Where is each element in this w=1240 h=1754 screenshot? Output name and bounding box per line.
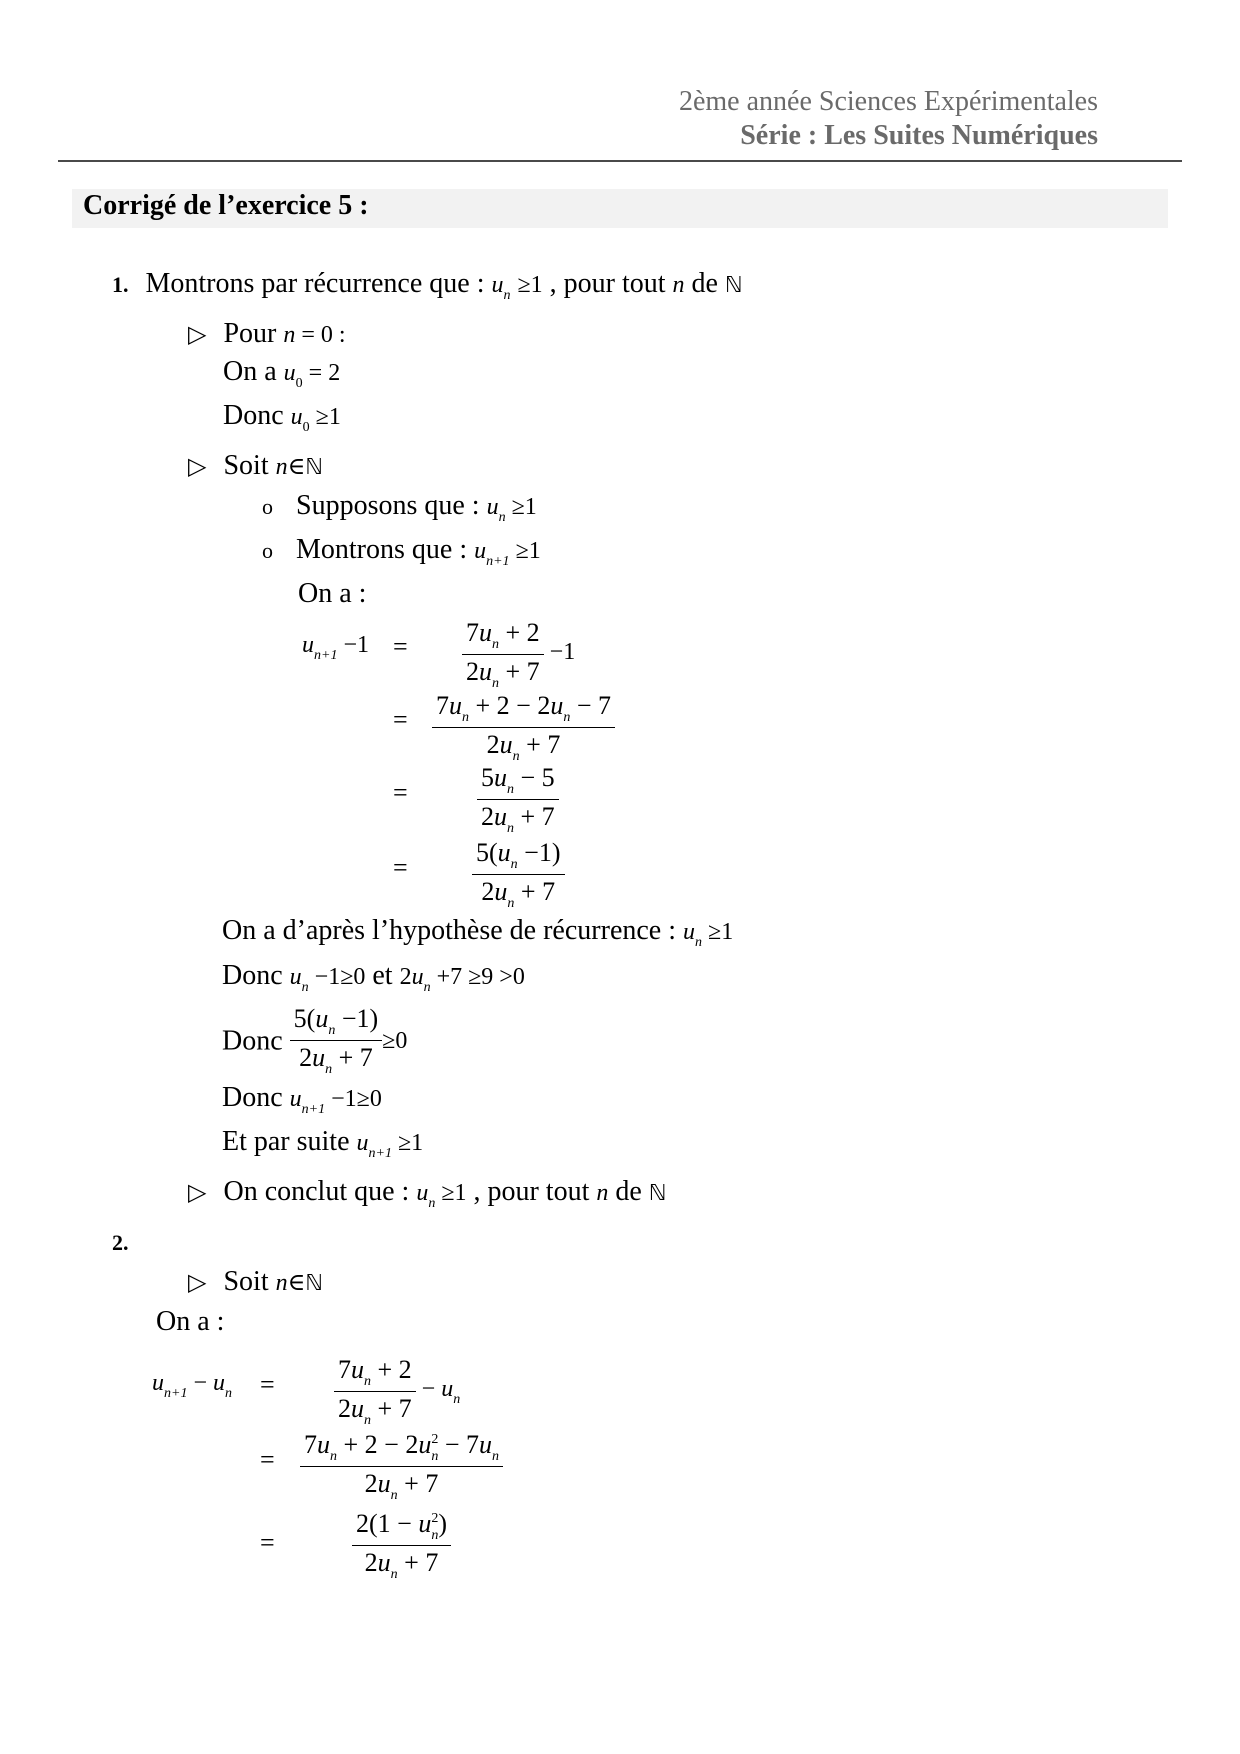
reasoning-result: Et par suite $u_{n+1} \ge 1$: [222, 1126, 424, 1161]
naturals-symbol: ℕ: [648, 1181, 667, 1206]
derivation2-eq-2: =: [260, 1445, 275, 1474]
part1-statement-tail1: , pour tout: [549, 268, 666, 299]
naturals-symbol: ℕ: [724, 273, 743, 298]
reasoning-fraction-sign: Donc $\frac{5(u_n -1)}{2u_n + 7}$ ≥0: [222, 1004, 408, 1077]
derivation2-rhs-3: $\frac{2(1 - u_n^2)}{2u_n + 7}$: [352, 1508, 451, 1585]
induction-intro: ▷ Soit n∈ℕ: [188, 450, 323, 481]
triangle-bullet-icon: ▷: [188, 1270, 207, 1296]
part1-conclusion: ▷ On conclut que : $u_n \ge 1$ , pour tout n de ℕ: [188, 1176, 667, 1211]
derivation1-eq-3: =: [393, 778, 408, 807]
induction-on-a: On a :: [298, 578, 367, 609]
base-case-math: n = 0 :: [283, 322, 346, 348]
derivation1-rhs-1: $\frac{7u_n + 2}{2u_n + 7}$ −1: [462, 617, 575, 694]
part2-intro: ▷ Soit n∈ℕ: [188, 1266, 323, 1297]
part1-number: 1.: [112, 272, 129, 297]
derivation2-rhs-2: $\frac{7u_n + 2 - 2u_n^2 - 7u_n}{2u_n + 7}$: [300, 1429, 503, 1506]
derivation2-eq-3: =: [260, 1528, 275, 1557]
header-level: 2ème année Sciences Expérimentales: [678, 86, 1098, 117]
derivation2-rhs-1: $\frac{7u_n + 2}{2u_n + 7}$ − un: [334, 1354, 460, 1431]
part1-statement-math: $u_n \ge 1$: [491, 272, 543, 303]
circle-bullet-icon: o: [262, 538, 273, 563]
header-series: Série : Les Suites Numériques: [740, 120, 1098, 151]
section-title: Corrigé de l’exercice 5 :: [83, 190, 369, 221]
header-divider: [58, 160, 1182, 162]
induction-hypothesis: o Supposons que : $u_n \ge 1$: [262, 490, 537, 525]
derivation1-eq-2: =: [393, 705, 408, 734]
base-case-label: Pour: [223, 318, 277, 349]
base-case-u0-value: On a $u_0 = 2$: [223, 356, 341, 391]
base-case-u0-geq: Donc $u_0 \ge 1$: [223, 400, 341, 435]
circle-bullet-icon: o: [262, 494, 273, 519]
part1-statement: Montrons par récurrence que :: [145, 268, 485, 299]
derivation2-lhs: un+1 − un: [152, 1370, 232, 1401]
derivation1-lhs: un+1 −1: [302, 632, 369, 663]
derivation1-eq-4: =: [393, 853, 408, 882]
part2-on-a: On a :: [156, 1306, 225, 1337]
base-case-line: [188, 318, 346, 350]
reasoning-hypothesis: On a d’après l’hypothèse de récurrence : $u_n \ge 1$: [222, 915, 734, 950]
derivation1-rhs-3: $\frac{5u_n - 5}{2u_n + 7}$: [477, 762, 559, 839]
triangle-bullet-icon: ▷: [188, 322, 207, 348]
induction-goal: o Montrons que : $u_{n+1} \ge 1$: [262, 534, 541, 569]
part2-number: 2.: [112, 1230, 129, 1255]
part1-statement-tail2: de: [691, 268, 718, 299]
part1-statement-line: [112, 268, 743, 303]
triangle-bullet-icon: ▷: [188, 1180, 207, 1206]
reasoning-signs: Donc $u_n -1\ge 0$ et $2u_n +7 \ge 9 >0$: [222, 960, 525, 995]
derivation1-eq-1: =: [393, 632, 408, 661]
part1-statement-var: n: [672, 272, 685, 298]
derivation1-rhs-2: $\frac{7u_n + 2 - 2u_n - 7}{2u_n + 7}$: [432, 690, 615, 767]
derivation2-eq-1: =: [260, 1370, 275, 1399]
derivation1-rhs-4: $\frac{5(u_n -1)}{2u_n + 7}$: [472, 837, 565, 914]
reasoning-diff-sign: Donc $u_{n+1} -1\ge 0$: [222, 1082, 382, 1117]
triangle-bullet-icon: ▷: [188, 454, 207, 480]
